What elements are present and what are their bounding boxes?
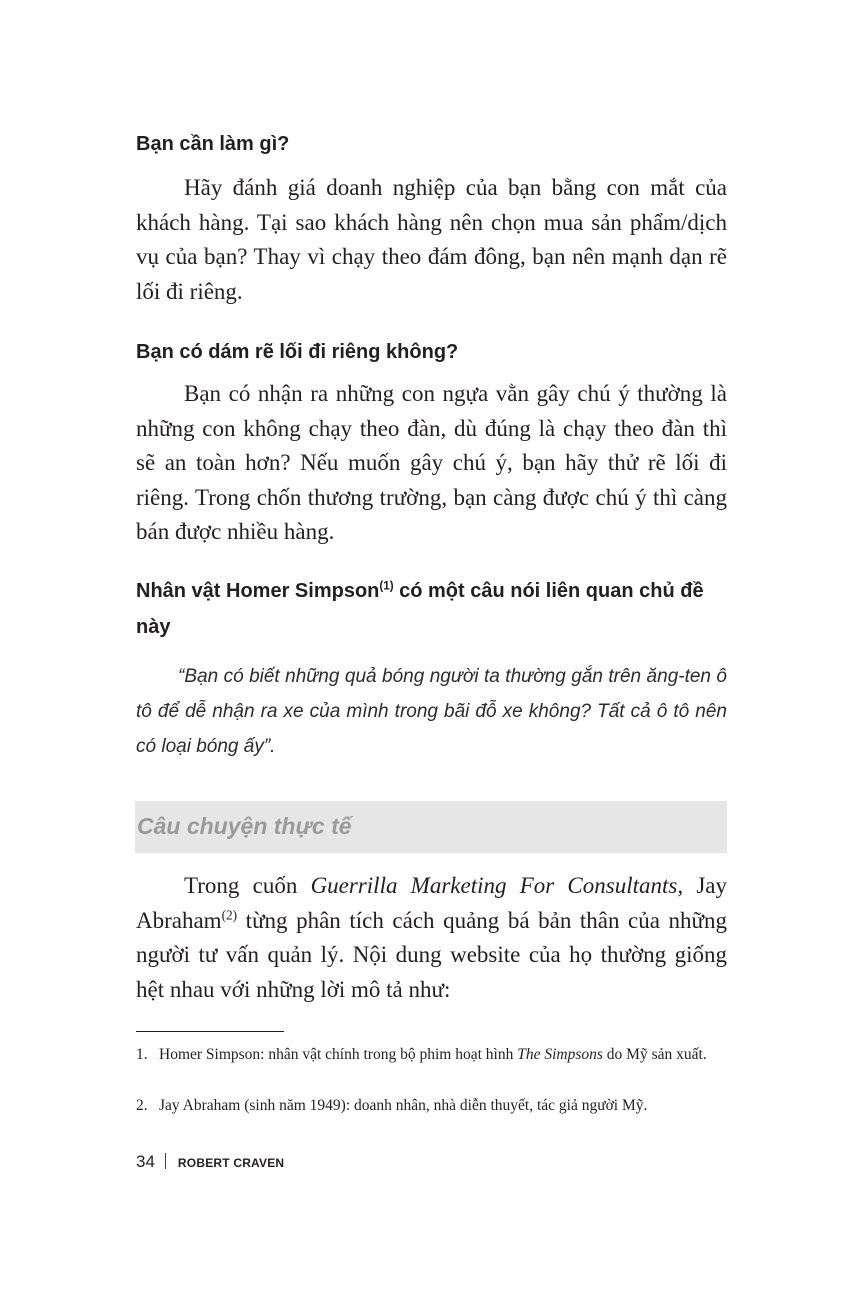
footnote-text-start: Homer Simpson: nhân vật chính trong bộ phim hoạt hình — [159, 1046, 518, 1063]
homer-quote: “Bạn có biết những quả bóng người ta thường gắn trên ăng-ten ô tô để dễ nhận ra xe của mình trong bãi đỗ xe không? Tất cả ô tô nên có loại bóng ấy”. — [136, 666, 727, 757]
footnote-1 — [136, 1043, 727, 1067]
footnote-number: 1. — [136, 1046, 148, 1063]
footnote-ref-1: (1) — [379, 579, 394, 593]
footer-separator — [165, 1153, 166, 1169]
real-story-banner — [135, 801, 727, 853]
heading-homer-simpson — [136, 573, 727, 645]
footnote-divider — [136, 1031, 284, 1032]
footnote-show-title: The Simpsons — [517, 1046, 603, 1063]
heading-dare-own-path: Bạn có dám rẽ lối đi riêng không? — [136, 341, 459, 363]
story-text-end: từng phân tích cách quảng bá bản thân của những người tư vấn quản lý. Nội dung website của họ thường giống hệt nhau với những lời mô tả như: — [136, 907, 727, 1002]
page-number: 34 — [136, 1152, 155, 1171]
book-title: Guerrilla Marketing For Consultants, — [310, 873, 684, 898]
footnote-2 — [136, 1094, 727, 1118]
footnote-ref-2: (2) — [221, 906, 238, 922]
paragraph-guerrilla-marketing — [136, 869, 727, 1007]
story-text-start: Trong cuốn — [184, 873, 311, 898]
heading-what-to-do: Bạn cần làm gì? — [136, 133, 290, 155]
footnote-text-end: do Mỹ sản xuất. — [602, 1046, 707, 1063]
page-footer — [136, 1152, 284, 1172]
heading-homer-text: Nhân vật Homer Simpson — [136, 580, 380, 602]
footnote-number: 2. — [136, 1097, 148, 1114]
paragraph-zebra: Bạn có nhận ra những con ngựa vằn gây chú ý thường là những con không chạy theo đàn, dù đúng là chạy theo đàn thì sẽ an toàn hơn? Nếu muốn gây chú ý, bạn hãy thử rẽ lối đi riêng. Trong chốn thương trường, bạn càng được chú ý thì càng bán được nhiều hàng. — [136, 381, 727, 544]
real-story-title: Câu chuyện thực tế — [137, 813, 352, 839]
footnote-text — [136, 1043, 727, 1067]
paragraph-evaluate-business: Hãy đánh giá doanh nghiệp của bạn bằng con mắt của khách hàng. Tại sao khách hàng nên chọn mua sản phẩm/dịch vụ của bạn? Thay vì chạy theo đám đông, bạn nên mạnh dạn rẽ lối đi riêng. — [136, 175, 727, 304]
story-text-mid: Jay Abraham — [136, 873, 727, 933]
footnote-text: Jay Abraham (sinh năm 1949): doanh nhân, nhà diễn thuyết, tác giả người Mỹ. — [159, 1097, 648, 1114]
author-name: ROBERT CRAVEN — [177, 1156, 285, 1170]
heading-homer-text-rest: có một câu nói liên quan chủ đề này — [136, 580, 704, 638]
